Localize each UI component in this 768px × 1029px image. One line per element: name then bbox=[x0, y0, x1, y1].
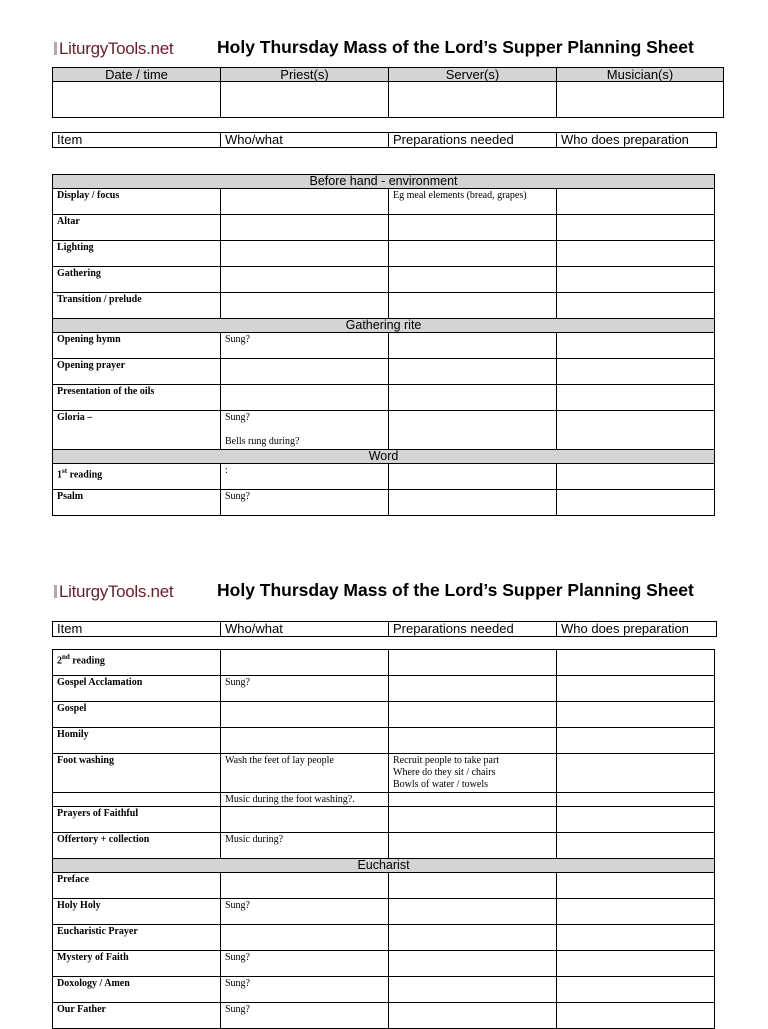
who-what-cell[interactable]: Sung? bbox=[221, 676, 389, 702]
table-row bbox=[53, 385, 715, 411]
who-does-preparation-cell[interactable] bbox=[557, 385, 715, 411]
who-what-cell[interactable] bbox=[221, 215, 389, 241]
preparations-cell[interactable] bbox=[389, 977, 557, 1003]
table-row bbox=[53, 702, 715, 728]
preparations-cell[interactable] bbox=[389, 793, 557, 807]
table-row bbox=[53, 215, 715, 241]
who-what-cell[interactable]: Sung? bbox=[221, 1003, 389, 1029]
who-does-preparation-cell[interactable] bbox=[557, 267, 715, 293]
who-what-cell[interactable] bbox=[221, 293, 389, 319]
preparations-cell[interactable] bbox=[389, 385, 557, 411]
item-cell: Our Father bbox=[53, 1003, 221, 1029]
page-title: Holy Thursday Mass of the Lord’s Supper Planning Sheet bbox=[217, 37, 694, 57]
who-what-cell[interactable] bbox=[221, 650, 389, 676]
who-what-cell[interactable]: Music during the foot washing?. bbox=[221, 793, 389, 807]
who-does-preparation-cell[interactable] bbox=[557, 977, 715, 1003]
preparations-cell[interactable] bbox=[389, 293, 557, 319]
section-title: Eucharist bbox=[53, 859, 715, 873]
logo-mark-icon bbox=[54, 585, 57, 598]
who-does-preparation-cell[interactable] bbox=[557, 873, 715, 899]
preparations-cell[interactable] bbox=[389, 490, 557, 516]
who-what-header: Who/what bbox=[221, 133, 389, 148]
item-cell: Gospel bbox=[53, 702, 221, 728]
item-cell: 2nd reading bbox=[53, 650, 221, 676]
preparations-header: Preparations needed bbox=[389, 133, 557, 148]
who-what-cell[interactable] bbox=[221, 411, 389, 450]
who-does-preparation-header: Who does preparation bbox=[557, 133, 717, 148]
table-row bbox=[53, 411, 715, 450]
item-header: Item bbox=[53, 622, 221, 637]
item-cell: 1st reading bbox=[53, 464, 221, 490]
who-does-preparation-cell[interactable] bbox=[557, 702, 715, 728]
section-header bbox=[53, 859, 715, 873]
table-row bbox=[53, 490, 715, 516]
who-does-preparation-cell[interactable] bbox=[557, 1003, 715, 1029]
table-row bbox=[53, 977, 715, 1003]
who-does-preparation-cell[interactable] bbox=[557, 411, 715, 450]
planning-table-page1 bbox=[52, 174, 715, 516]
preparations-cell[interactable] bbox=[389, 951, 557, 977]
musician-header: Musician(s) bbox=[557, 68, 724, 82]
priest-field[interactable] bbox=[221, 82, 389, 118]
item-cell: Presentation of the oils bbox=[53, 385, 221, 411]
preparations-cell[interactable] bbox=[389, 728, 557, 754]
table-row bbox=[53, 464, 715, 490]
who-what-cell[interactable] bbox=[221, 241, 389, 267]
preparations-cell[interactable] bbox=[389, 702, 557, 728]
preparations-cell[interactable]: Eg meal elements (bread, grapes) bbox=[389, 189, 557, 215]
item-cell: Psalm bbox=[53, 490, 221, 516]
section-title: Gathering rite bbox=[53, 319, 715, 333]
who-what-cell[interactable]: Sung? bbox=[221, 490, 389, 516]
section-title: Before hand - environment bbox=[53, 175, 715, 189]
who-what-line: Sung? bbox=[225, 412, 250, 423]
who-does-preparation-cell[interactable] bbox=[557, 650, 715, 676]
logo-text: LiturgyTools.net bbox=[59, 582, 174, 601]
item-cell: Homily bbox=[53, 728, 221, 754]
item-cell: Transition / prelude bbox=[53, 293, 221, 319]
page-title: Holy Thursday Mass of the Lord’s Supper Planning Sheet bbox=[217, 580, 694, 600]
who-what-cell[interactable] bbox=[221, 873, 389, 899]
logo bbox=[54, 582, 173, 602]
info-table bbox=[52, 67, 724, 118]
preparations-cell[interactable] bbox=[389, 754, 557, 793]
section-title: Word bbox=[53, 450, 715, 464]
who-does-preparation-cell[interactable] bbox=[557, 793, 715, 807]
section-header bbox=[53, 175, 715, 189]
logo-mark-icon bbox=[54, 42, 57, 55]
who-what-cell[interactable] bbox=[221, 728, 389, 754]
who-what-cell[interactable] bbox=[221, 385, 389, 411]
who-does-preparation-cell[interactable] bbox=[557, 359, 715, 385]
table-row bbox=[53, 189, 715, 215]
who-does-preparation-cell[interactable] bbox=[557, 333, 715, 359]
planning-table-page2 bbox=[52, 649, 715, 1029]
item-cell: Display / focus bbox=[53, 189, 221, 215]
item-cell: Preface bbox=[53, 873, 221, 899]
preparations-cell[interactable] bbox=[389, 650, 557, 676]
server-header: Server(s) bbox=[389, 68, 557, 82]
logo-text: LiturgyTools.net bbox=[59, 39, 174, 58]
table-row bbox=[53, 650, 715, 676]
table-row bbox=[53, 793, 715, 807]
table-row bbox=[53, 293, 715, 319]
column-header-table bbox=[52, 132, 717, 148]
item-cell: Foot washing bbox=[53, 754, 221, 793]
table-row bbox=[53, 754, 715, 793]
preparation-line: Recruit people to take part bbox=[393, 755, 500, 766]
preparations-cell[interactable] bbox=[389, 873, 557, 899]
section-header bbox=[53, 450, 715, 464]
item-cell: Prayers of Faithful bbox=[53, 807, 221, 833]
who-what-cell[interactable] bbox=[221, 807, 389, 833]
table-row bbox=[53, 873, 715, 899]
date-time-field[interactable] bbox=[53, 82, 221, 118]
who-what-cell[interactable] bbox=[221, 189, 389, 215]
preparations-cell[interactable] bbox=[389, 899, 557, 925]
who-what-cell[interactable] bbox=[221, 267, 389, 293]
who-what-cell[interactable] bbox=[221, 925, 389, 951]
table-row bbox=[53, 676, 715, 702]
who-what-header: Who/what bbox=[221, 622, 389, 637]
preparations-cell[interactable] bbox=[389, 411, 557, 450]
table-row bbox=[53, 1003, 715, 1029]
info-entry-row bbox=[53, 82, 724, 118]
table-row bbox=[53, 833, 715, 859]
section-header bbox=[53, 319, 715, 333]
preparations-cell[interactable] bbox=[389, 1003, 557, 1029]
preparations-cell[interactable] bbox=[389, 925, 557, 951]
date-time-header: Date / time bbox=[53, 68, 221, 82]
who-does-preparation-header: Who does preparation bbox=[557, 622, 717, 637]
who-does-preparation-cell[interactable] bbox=[557, 807, 715, 833]
preparations-header: Preparations needed bbox=[389, 622, 557, 637]
item-header: Item bbox=[53, 133, 221, 148]
preparations-cell[interactable] bbox=[389, 833, 557, 859]
table-row bbox=[53, 951, 715, 977]
table-row bbox=[53, 267, 715, 293]
preparations-cell[interactable] bbox=[389, 464, 557, 490]
column-header-row bbox=[53, 133, 717, 148]
item-cell: Opening hymn bbox=[53, 333, 221, 359]
table-row bbox=[53, 728, 715, 754]
item-cell bbox=[53, 793, 221, 807]
item-cell: Doxology / Amen bbox=[53, 977, 221, 1003]
preparations-cell[interactable] bbox=[389, 241, 557, 267]
table-row bbox=[53, 899, 715, 925]
who-does-preparation-cell[interactable] bbox=[557, 293, 715, 319]
item-cell: Offertory + collection bbox=[53, 833, 221, 859]
who-what-cell[interactable]: Sung? bbox=[221, 899, 389, 925]
who-does-preparation-cell[interactable] bbox=[557, 189, 715, 215]
logo bbox=[54, 39, 173, 59]
who-does-preparation-cell[interactable] bbox=[557, 241, 715, 267]
who-does-preparation-cell[interactable] bbox=[557, 490, 715, 516]
preparations-cell[interactable] bbox=[389, 333, 557, 359]
who-does-preparation-cell[interactable] bbox=[557, 464, 715, 490]
who-what-cell[interactable]: Wash the feet of lay people bbox=[221, 754, 389, 793]
who-does-preparation-cell[interactable] bbox=[557, 728, 715, 754]
who-does-preparation-cell[interactable] bbox=[557, 754, 715, 793]
musician-field[interactable] bbox=[557, 82, 724, 118]
preparations-cell[interactable] bbox=[389, 267, 557, 293]
item-cell: Gospel Acclamation bbox=[53, 676, 221, 702]
who-does-preparation-cell[interactable] bbox=[557, 951, 715, 977]
item-cell: Gathering bbox=[53, 267, 221, 293]
table-row bbox=[53, 241, 715, 267]
column-header-row bbox=[53, 622, 717, 637]
info-header-row bbox=[53, 68, 724, 82]
who-does-preparation-cell[interactable] bbox=[557, 899, 715, 925]
who-what-line: Bells rung during? bbox=[225, 436, 300, 447]
item-cell: Altar bbox=[53, 215, 221, 241]
item-cell: Opening prayer bbox=[53, 359, 221, 385]
who-what-cell[interactable] bbox=[221, 359, 389, 385]
server-field[interactable] bbox=[389, 82, 557, 118]
who-does-preparation-cell[interactable] bbox=[557, 676, 715, 702]
who-what-cell[interactable]: : bbox=[221, 464, 389, 490]
who-what-cell[interactable] bbox=[221, 702, 389, 728]
who-what-cell[interactable]: Sung? bbox=[221, 333, 389, 359]
priest-header: Priest(s) bbox=[221, 68, 389, 82]
who-does-preparation-cell[interactable] bbox=[557, 833, 715, 859]
item-cell: Eucharistic Prayer bbox=[53, 925, 221, 951]
item-cell: Holy Holy bbox=[53, 899, 221, 925]
table-row bbox=[53, 925, 715, 951]
who-what-cell[interactable]: Sung? bbox=[221, 951, 389, 977]
who-does-preparation-cell[interactable] bbox=[557, 925, 715, 951]
preparations-cell[interactable] bbox=[389, 807, 557, 833]
preparation-line: Where do they sit / chairs bbox=[393, 767, 496, 778]
table-row bbox=[53, 359, 715, 385]
column-header-table bbox=[52, 621, 717, 637]
who-does-preparation-cell[interactable] bbox=[557, 215, 715, 241]
item-cell: Lighting bbox=[53, 241, 221, 267]
preparation-line: Bowls of water / towels bbox=[393, 779, 488, 790]
item-cell: Gloria – bbox=[53, 411, 221, 450]
who-what-cell[interactable]: Music during? bbox=[221, 833, 389, 859]
preparations-cell[interactable] bbox=[389, 215, 557, 241]
preparations-cell[interactable] bbox=[389, 676, 557, 702]
item-cell: Mystery of Faith bbox=[53, 951, 221, 977]
table-row bbox=[53, 333, 715, 359]
who-what-cell[interactable]: Sung? bbox=[221, 977, 389, 1003]
preparations-cell[interactable] bbox=[389, 359, 557, 385]
table-row bbox=[53, 807, 715, 833]
